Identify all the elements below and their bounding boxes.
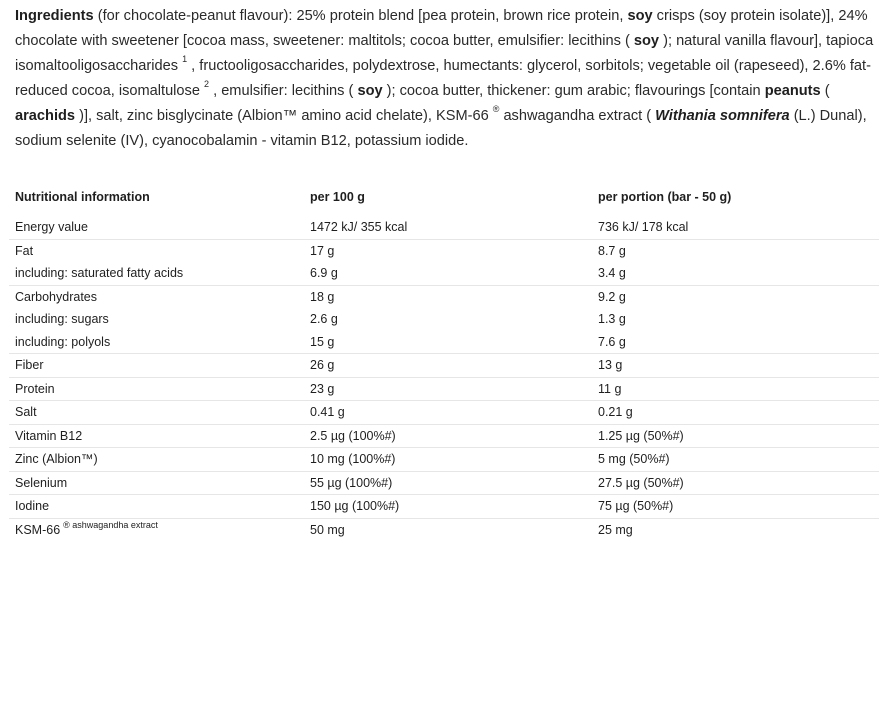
table-row — [9, 377, 879, 401]
value-per-100g: 1472 kJ/ 355 kcal — [310, 220, 408, 234]
registered-mark: ® — [492, 104, 500, 115]
nutrient-label: Fat — [15, 243, 34, 258]
nutrition-table — [9, 178, 879, 541]
value-per-100g-cell — [304, 401, 592, 425]
value-per-100g-cell — [304, 239, 592, 285]
nutrient-label: Zinc (Albion™) — [15, 452, 98, 466]
value-per-portion: 8.7 g — [598, 243, 626, 258]
nutrition-header-row — [9, 178, 879, 216]
nutrient-label-cell — [9, 285, 304, 354]
nutrient-label-cell — [9, 401, 304, 425]
value-per-100g-cell — [304, 471, 592, 495]
value-per-portion-cell — [592, 495, 879, 519]
value-per-portion-cell — [592, 448, 879, 472]
value-per-100g: 150 µg (100%#) — [310, 499, 400, 513]
ingredients-text: ); cocoa butter, thickener: gum arabic; flavourings [contain — [382, 83, 765, 99]
value-per-portion-cell — [592, 401, 879, 425]
value-per-100g-cell — [304, 518, 592, 541]
value-per-100g-cell — [304, 285, 592, 354]
value-per-portion: 25 mg — [598, 522, 633, 537]
value-per-100g: 26 g — [310, 358, 335, 372]
allergen-soy: soy — [357, 83, 383, 99]
table-row — [9, 216, 879, 239]
nutrient-label-cell — [9, 448, 304, 472]
value-per-portion: 1.3 g — [598, 312, 626, 326]
header-per-portion: per portion (bar - 50 g) — [598, 190, 732, 204]
value-per-portion: 0.21 g — [598, 405, 633, 419]
header-per-100g: per 100 g — [310, 190, 365, 204]
nutrient-label: Protein — [15, 381, 55, 396]
table-row — [9, 518, 879, 541]
value-per-portion: 3.4 g — [598, 266, 626, 280]
value-per-portion: 27.5 µg (50%#) — [598, 475, 684, 490]
value-per-portion: 13 g — [598, 358, 623, 372]
table-row — [9, 495, 879, 519]
value-per-100g: 55 µg (100%#) — [310, 475, 393, 490]
allergen-peanuts: peanuts — [764, 83, 821, 99]
value-per-100g: 17 g — [310, 243, 335, 258]
ingredients-text: (for chocolate-peanut flavour): 25% protein blend [pea protein, brown rice protein, — [93, 8, 628, 24]
nutrient-label: Carbohydrates — [15, 289, 97, 304]
value-per-100g: 2.5 µg (100%#) — [310, 428, 396, 443]
nutrient-label: Salt — [15, 405, 37, 419]
value-per-100g: 6.9 g — [310, 266, 338, 280]
nutrient-label: Vitamin B12 — [15, 428, 83, 443]
nutrient-label-cell — [9, 471, 304, 495]
value-per-portion-cell — [592, 424, 879, 448]
value-per-portion: 75 µg (50%#) — [598, 499, 674, 513]
ingredients-text: ); natural vanilla flavour], tapioca isomaltooligosaccharides — [15, 33, 874, 74]
value-per-portion: 11 g — [598, 381, 622, 396]
value-per-100g-cell — [304, 354, 592, 378]
footnote-marker: 2 — [204, 79, 210, 90]
label-with-sup — [15, 519, 298, 542]
nutrient-label: KSM-66 — [15, 522, 61, 537]
nutrient-label: Selenium — [15, 475, 68, 490]
value-per-100g-cell — [304, 377, 592, 401]
ingredients-text: , emulsifier: lecithins ( — [209, 83, 358, 99]
value-per-portion-cell — [592, 285, 879, 354]
table-row — [9, 354, 879, 378]
nutrient-label: including: polyols — [15, 334, 111, 349]
value-per-100g: 50 mg — [310, 522, 345, 537]
ingredients-title: Ingredients — [15, 8, 94, 24]
nutrient-label-cell — [9, 354, 304, 378]
latin-name: Withania somnifera — [655, 108, 790, 124]
nutrient-label-cell — [9, 216, 304, 239]
table-row — [9, 424, 879, 448]
value-per-portion: 9.2 g — [598, 289, 626, 304]
nutrient-label: including: sugars — [15, 312, 109, 326]
value-per-portion-cell — [592, 518, 879, 541]
value-per-100g: 15 g — [310, 334, 335, 349]
value-per-portion: 736 kJ/ 178 kcal — [598, 220, 689, 234]
value-per-100g: 2.6 g — [310, 312, 338, 326]
ingredients-paragraph — [15, 4, 881, 154]
nutrient-label: Fiber — [15, 358, 44, 372]
allergen-arachids: arachids — [15, 108, 76, 124]
nutrient-label: Iodine — [15, 499, 50, 513]
value-per-portion-cell — [592, 354, 879, 378]
table-row — [9, 285, 879, 354]
value-per-100g-cell — [304, 448, 592, 472]
allergen-soy: soy — [627, 8, 653, 24]
header-nutritional-information: Nutritional information — [15, 190, 150, 204]
footnote-marker: 1 — [182, 54, 188, 65]
nutrient-label-cell — [9, 377, 304, 401]
ingredients-text: , fructooligosaccharides, polydextrose, humectants: glycerol, sorbitols; vegetable oil (rapeseed), 2.6% fat-reduced cocoa, isomaltulose — [15, 58, 871, 99]
ingredients-text: ( — [820, 83, 830, 99]
nutrient-label-cell — [9, 424, 304, 448]
ingredients-text: crisps (soy protein isolate)], 24% chocolate with sweetener [cocoa mass, sweetener: maltitols; cocoa butter, emulsifier: lecithins ( — [15, 8, 868, 49]
ingredients-text: (L.) Dunal), sodium selenite (IV), cyanocobalamin - vitamin B12, potassium iodide. — [15, 108, 867, 149]
nutrient-label: Energy value — [15, 220, 88, 234]
value-per-portion: 1.25 µg (50%#) — [598, 428, 684, 443]
value-per-100g: 10 mg (100%#) — [310, 452, 396, 466]
label-superscript: ® ashwagandha extract — [63, 519, 158, 530]
allergen-soy: soy — [633, 33, 660, 49]
value-per-100g-cell — [304, 424, 592, 448]
value-per-100g: 23 g — [310, 381, 335, 396]
value-per-100g: 18 g — [310, 289, 335, 304]
table-row — [9, 239, 879, 285]
value-per-portion-cell — [592, 239, 879, 285]
table-row — [9, 401, 879, 425]
value-per-portion: 7.6 g — [598, 334, 626, 349]
value-per-portion: 5 mg (50%#) — [598, 452, 670, 466]
value-per-100g-cell — [304, 216, 592, 239]
value-per-100g-cell — [304, 495, 592, 519]
table-row — [9, 448, 879, 472]
nutrient-label-cell — [9, 518, 304, 541]
value-per-portion-cell — [592, 471, 879, 495]
nutrient-label-cell — [9, 239, 304, 285]
value-per-portion-cell — [592, 216, 879, 239]
value-per-portion-cell — [592, 377, 879, 401]
ingredients-text: )], salt, zinc bisglycinate (Albion™ amino acid chelate), KSM-66 — [75, 108, 493, 124]
nutrient-label: including: saturated fatty acids — [15, 266, 184, 280]
ingredients-text: ashwagandha extract ( — [499, 108, 656, 124]
nutrient-label-cell — [9, 495, 304, 519]
table-row — [9, 471, 879, 495]
value-per-100g: 0.41 g — [310, 405, 345, 419]
